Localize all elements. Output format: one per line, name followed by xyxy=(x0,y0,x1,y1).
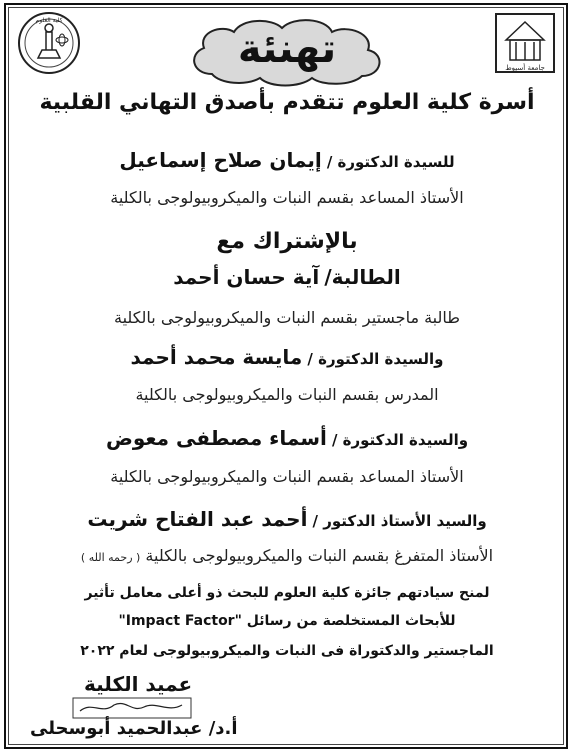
with-line: بالإشتراك مع xyxy=(216,229,358,254)
dean-title: عميد الكلية xyxy=(84,672,193,696)
honoree-2-prefix: الطالبة/ xyxy=(324,265,401,289)
dean-signature xyxy=(72,697,192,719)
honoree-3 xyxy=(20,345,554,369)
honoree-3-prefix: والسيدة الدكتورة / xyxy=(307,350,444,368)
honoree-1-name: إيمان صلاح إسماعيل xyxy=(119,148,322,172)
honoree-4 xyxy=(20,426,554,450)
svg-text:كلية العلوم: كلية العلوم xyxy=(35,17,63,24)
honoree-4-desc: الأستاذ المساعد بقسم النبات والميكروبيولوجى بالكلية xyxy=(110,467,464,486)
honoree-4-prefix: والسيدة الدكتورة / xyxy=(331,431,469,449)
honoree-1 xyxy=(20,148,554,172)
honoree-2-name: آية حسان أحمد xyxy=(173,265,320,289)
svg-text:جامعة أسيوط: جامعة أسيوط xyxy=(505,64,545,72)
honoree-3-desc: المدرس بقسم النبات والميكروبيولوجى بالكلية xyxy=(135,385,439,404)
university-logo xyxy=(492,10,558,76)
page-title: تهنئة xyxy=(237,26,337,72)
honoree-5-desc: الأستاذ المتفرغ بقسم النبات والميكروبيولوجى بالكلية xyxy=(145,546,494,565)
honoree-5-note: ( رحمه الله ) xyxy=(80,551,141,564)
honoree-3-name: مايسة محمد أحمد xyxy=(130,345,303,369)
dean-name: أ.د/ عبدالحميد أبوسحلى xyxy=(30,718,238,739)
honoree-5 xyxy=(20,507,554,531)
honoree-2 xyxy=(20,265,554,289)
headline: أسرة كلية العلوم تتقدم بأصدق التهاني القلبية xyxy=(39,90,535,115)
honoree-5-desc-line xyxy=(20,546,554,565)
honoree-2-desc: طالبة ماجستير بقسم النبات والميكروبيولوجى بالكلية xyxy=(114,308,460,327)
page-inner-border xyxy=(8,7,564,745)
honoree-1-prefix: للسيدة الدكتورة / xyxy=(326,153,455,171)
honoree-5-prefix: والسيد الأستاذ الدكتور / xyxy=(312,512,487,530)
faculty-logo xyxy=(16,10,82,76)
award-line-3: الماجستير والدكتوراة فى النبات والميكروبيولوجى لعام ٢٠٢٢ xyxy=(80,643,494,659)
award-line-1: لمنح سيادتهم جائزة كلية العلوم للبحث ذو أعلى معامل تأثير xyxy=(84,585,490,601)
honoree-5-name: أحمد عبد الفتاح شريت xyxy=(87,507,308,531)
award-line-2: للأبحاث المستخلصة من رسائل "Impact Factor" xyxy=(118,613,456,629)
honoree-1-desc: الأستاذ المساعد بقسم النبات والميكروبيولوجى بالكلية xyxy=(110,188,464,207)
honoree-4-name: أسماء مصطفى معوض xyxy=(105,426,327,450)
